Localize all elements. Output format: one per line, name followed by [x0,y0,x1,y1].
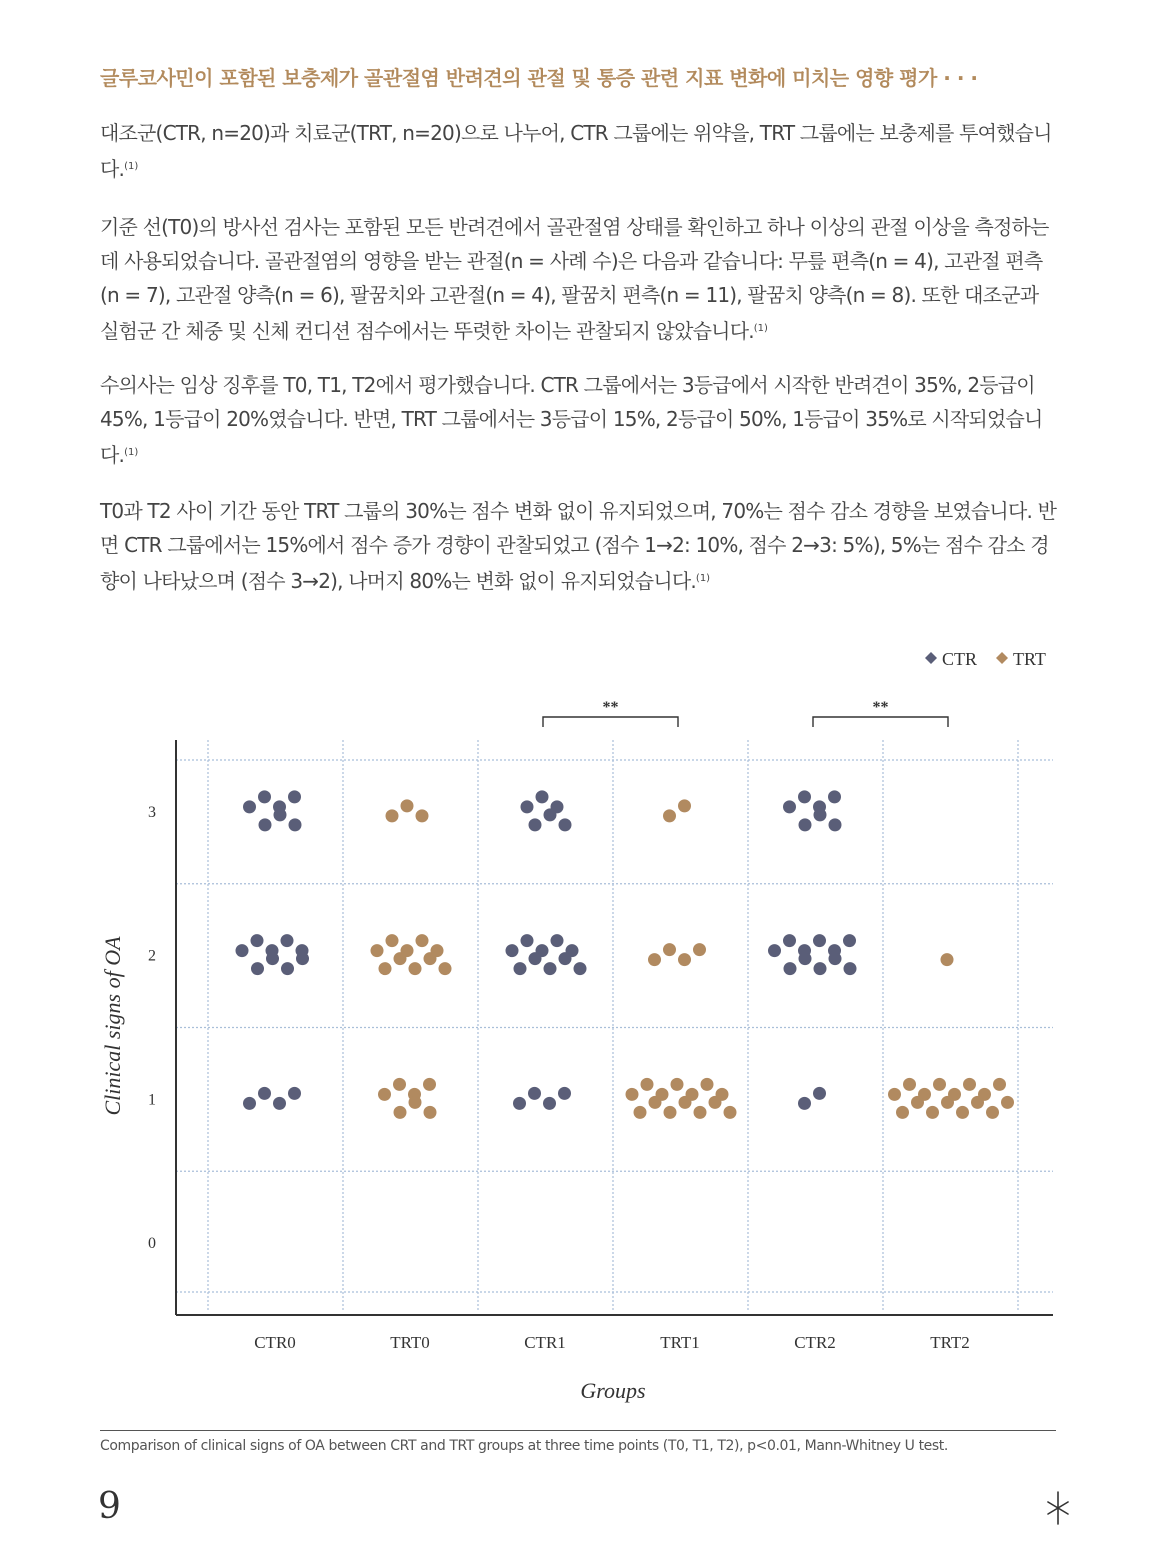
data-point-trt [903,1078,916,1091]
x-axis-title: Groups [580,1378,646,1403]
data-point-trt [911,1096,924,1109]
chart-gridlines [176,740,1053,1311]
figure-caption: Comparison of clinical signs of OA between CRT and TRT groups at three time points (T0, T1, T2), p<0.01, Mann-Whitney U test. [100,1438,948,1454]
data-point-trt [416,809,429,822]
data-point-ctr [768,944,781,957]
x-tick-label: CTR0 [254,1333,296,1352]
data-point-trt [641,1078,654,1091]
paragraph-text: T0과 T2 사이 기간 동안 TRT 그룹의 30%는 점수 변화 없이 유지되었으며, 70%는 점수 감소 경향을 보였습니다. 반면 CTR 그룹에서는 15%에서 점수 증가 경향이 관찰되었고 (점수 1→2: 10%, 점수 2→3: 5%), 5%는 점수 감소 경향이 나타났으며 (점수 3→2), 나머지 80%는 변화 없이 유지되었습니다. [100,499,1057,593]
chart-tick-labels [148,804,970,1352]
data-point-ctr [236,944,249,957]
data-point-trt [896,1106,909,1119]
paragraph-3 [100,368,1060,472]
data-point-trt [956,1106,969,1119]
y-tick-label: 2 [148,947,156,965]
data-point-ctr [784,962,797,975]
reference-marker: (1) [695,573,711,584]
data-point-ctr [843,934,856,947]
data-point-ctr [288,1087,301,1100]
data-point-ctr [844,962,857,975]
paragraph-1 [100,116,1060,186]
data-point-ctr [536,790,549,803]
paragraph-4 [100,494,1060,598]
data-point-ctr [543,1097,556,1110]
data-point-trt [424,952,437,965]
legend-trt-marker [996,652,1008,664]
data-point-trt [386,809,399,822]
data-point-trt [993,1078,1006,1091]
data-point-trt [724,1106,737,1119]
x-tick-label: TRT0 [390,1333,430,1352]
data-point-ctr [529,818,542,831]
data-point-ctr [258,1087,271,1100]
data-point-ctr [814,808,827,821]
data-point-trt [379,962,392,975]
paragraph-text: 대조군(CTR, n=20)과 치료군(TRT, n=20)으로 나누어, CTR 그룹에는 위약을, TRT 그룹에는 보충제를 투여했습니다. [100,121,1052,181]
data-point-ctr [799,952,812,965]
data-point-ctr [259,818,272,831]
data-point-trt [416,934,429,947]
data-point-trt [649,1096,662,1109]
data-point-trt [678,953,691,966]
data-point-trt [634,1106,647,1119]
data-point-trt [678,799,691,812]
paragraph-2 [100,210,1060,348]
data-point-ctr [559,818,572,831]
data-point-trt [439,962,452,975]
data-point-ctr [559,952,572,965]
data-point-ctr [289,818,302,831]
data-point-ctr [266,952,279,965]
data-point-trt [679,1096,692,1109]
x-tick-label: TRT2 [930,1333,970,1352]
data-point-trt [423,1078,436,1091]
data-point-trt [693,943,706,956]
star-icon [1044,1490,1072,1526]
chart-data-points [236,790,1015,1119]
data-point-ctr [829,952,842,965]
x-tick-label: CTR2 [794,1333,836,1352]
reference-marker: (1) [753,323,768,334]
dot-plot-chart [90,640,1070,1420]
data-point-trt [671,1078,684,1091]
data-point-trt [394,1106,407,1119]
data-point-ctr [274,808,287,821]
data-point-ctr [288,790,301,803]
data-point-ctr [798,790,811,803]
data-point-ctr [296,952,309,965]
data-point-ctr [513,1097,526,1110]
significance-brackets [543,699,948,727]
page-heading: 글루코사민이 포함된 보충제가 골관절염 반려견의 관절 및 통증 관련 지표 변화에 미치는 영향 평가 · · · [100,66,978,90]
data-point-trt [1001,1096,1014,1109]
data-point-ctr [798,1097,811,1110]
reference-marker: (1) [124,447,139,458]
data-point-trt [626,1088,639,1101]
data-point-ctr [251,962,264,975]
data-point-trt [378,1088,391,1101]
data-point-trt [648,953,661,966]
x-tick-label: TRT1 [660,1333,700,1352]
legend-ctr-label: CTR [942,649,978,669]
significance-bracket [543,717,678,727]
data-point-trt [409,962,422,975]
data-point-ctr [544,962,557,975]
data-point-trt [963,1078,976,1091]
data-point-trt [941,1096,954,1109]
data-point-trt [709,1096,722,1109]
y-axis-title: Clinical signs of OA [100,936,125,1116]
data-point-trt [409,1096,422,1109]
data-point-ctr [521,934,534,947]
legend-trt-label: TRT [1013,649,1046,669]
data-point-trt [401,799,414,812]
data-point-ctr [506,944,519,957]
data-point-ctr [273,1097,286,1110]
legend-ctr-marker [925,652,937,664]
data-point-trt [971,1096,984,1109]
data-point-ctr [281,962,294,975]
data-point-ctr [814,962,827,975]
data-point-ctr [243,800,256,813]
data-point-ctr [529,952,542,965]
data-point-trt [394,952,407,965]
data-point-trt [371,944,384,957]
data-point-ctr [558,1087,571,1100]
data-point-trt [986,1106,999,1119]
significance-label: ** [872,699,889,716]
caption-divider [100,1430,1056,1431]
data-point-ctr [243,1097,256,1110]
y-tick-label: 3 [148,803,156,821]
data-point-ctr [829,818,842,831]
paragraph-text: 기준 선(T0)의 방사선 검사는 포함된 모든 반려견에서 골관절염 상태를 확인하고 하나 이상의 관절 이상을 측정하는 데 사용되었습니다. 골관절염의 영향을 받는 관절(n = 사례 수)은 다음과 같습니다: 무릎 편측(n = 4), 고관절 편측(n = 7), 고관절 양측(n = 6), 팔꿈치와 고관절(n = 4), 팔꿈치 편측(n = 11), 팔꿈치 양측(n = 8). 또한 대조군과 실험군 간 체중 및 신체 컨디션 점수에서는 뚜렷한 차이는 관찰되지 않았습니다. [100,215,1049,343]
data-point-ctr [574,962,587,975]
data-point-ctr [528,1087,541,1100]
data-point-ctr [813,1087,826,1100]
data-point-trt [663,809,676,822]
data-point-trt [663,943,676,956]
chart-legend [925,649,1046,669]
y-tick-label: 0 [148,1235,156,1253]
data-point-trt [888,1088,901,1101]
paragraph-text: 수의사는 임상 징후를 T0, T1, T2에서 평가했습니다. CTR 그룹에서는 3등급에서 시작한 반려견이 35%, 2등급이 45%, 1등급이 20%였습니다. 반면, TRT 그룹에서는 3등급이 15%, 2등급이 50%, 1등급이 35%로 시작되었습니다. [100,373,1043,467]
data-point-ctr [514,962,527,975]
data-point-trt [941,953,954,966]
page-number: 9 [98,1486,121,1527]
data-point-ctr [258,790,271,803]
data-point-trt [424,1106,437,1119]
data-point-ctr [783,934,796,947]
data-point-ctr [551,934,564,947]
data-point-trt [393,1078,406,1091]
data-point-ctr [813,934,826,947]
significance-label: ** [602,699,619,716]
data-point-ctr [521,800,534,813]
data-point-trt [694,1106,707,1119]
data-point-ctr [828,790,841,803]
data-point-trt [664,1106,677,1119]
data-point-ctr [783,800,796,813]
data-point-ctr [281,934,294,947]
data-point-trt [701,1078,714,1091]
reference-marker: (1) [124,161,139,172]
chart-svg [90,640,1070,1420]
data-point-trt [386,934,399,947]
significance-bracket [813,717,948,727]
x-tick-label: CTR1 [524,1333,566,1352]
data-point-ctr [799,818,812,831]
data-point-ctr [544,808,557,821]
data-point-trt [933,1078,946,1091]
y-tick-label: 1 [148,1091,156,1109]
data-point-trt [926,1106,939,1119]
data-point-ctr [251,934,264,947]
